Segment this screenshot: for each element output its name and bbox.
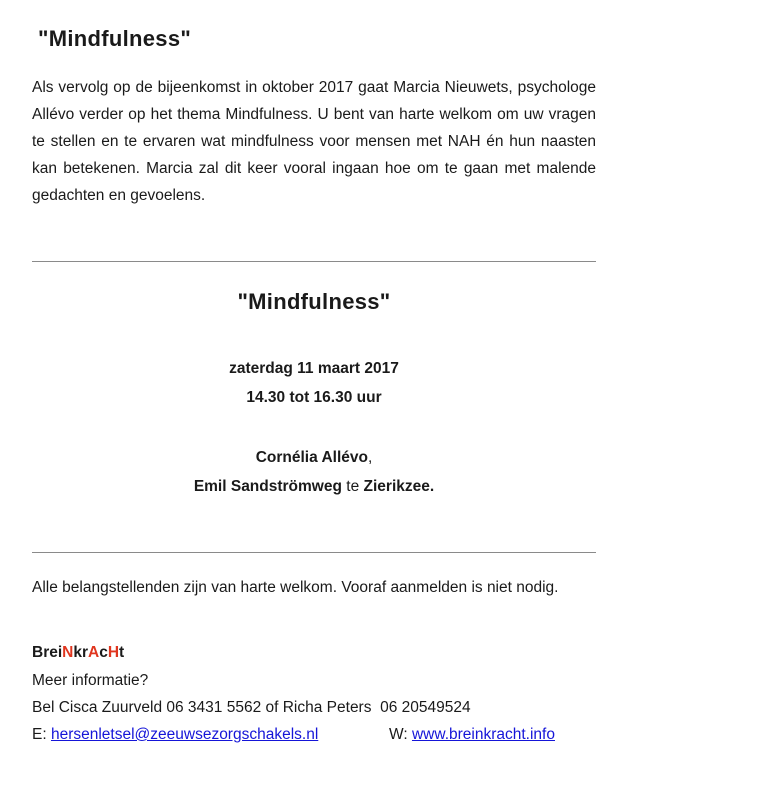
web-prefix: W: bbox=[389, 726, 412, 743]
breinkracht-logo bbox=[32, 644, 124, 662]
logo-part: N bbox=[62, 644, 74, 661]
logo-part: kr bbox=[73, 644, 89, 661]
logo-part: A bbox=[88, 644, 100, 661]
event-address bbox=[32, 478, 596, 496]
address-te: te bbox=[341, 478, 364, 495]
event-time: 14.30 tot 16.30 uur bbox=[246, 389, 382, 406]
intro-paragraph: Als vervolg op de bijeenkomst in oktober 2017 gaat Marcia Nieuwets, psychologe Allévo verder op het thema Mindfulness. U bent van harte welkom om uw vragen te stellen en te ervaren wat mindfulness voor mensen met NAH én hun naasten kan betekenen. Marcia zal dit keer vooral ingaan hoe om te gaan met malende gedachten en gevoelens. bbox=[32, 79, 596, 204]
logo-part: Brei bbox=[32, 644, 63, 661]
event-date: zaterdag 11 maart 2017 bbox=[229, 360, 399, 377]
event-venue bbox=[32, 449, 596, 467]
venue-name: Cornélia Allévo bbox=[255, 449, 368, 466]
street-name: Emil Sandströmweg bbox=[193, 478, 342, 495]
phone-line: Bel Cisca Zuurveld 06 3431 5562 of Richa Peters 06 20549524 bbox=[32, 699, 471, 716]
city-name: Zierikzee. bbox=[363, 478, 435, 495]
logo-part: t bbox=[119, 644, 125, 661]
divider-bottom bbox=[32, 552, 596, 553]
divider-top bbox=[32, 261, 596, 262]
logo-part: H bbox=[107, 644, 120, 661]
email-line bbox=[32, 726, 318, 744]
event-title: "Mindfulness" bbox=[237, 289, 391, 314]
welcome-text: Alle belangstellenden zijn van harte welkom. Vooraf aanmelden is niet nodig. bbox=[32, 579, 559, 596]
page-title: "Mindfulness" bbox=[38, 26, 192, 51]
venue-comma: , bbox=[367, 449, 373, 466]
website-link[interactable]: www.breinkracht.info bbox=[411, 726, 555, 743]
info-question: Meer informatie? bbox=[32, 672, 149, 689]
logo-part: c bbox=[99, 644, 108, 661]
email-link[interactable]: hersenletsel@zeeuwsezorgschakels.nl bbox=[50, 726, 319, 743]
email-prefix: E: bbox=[32, 726, 51, 743]
website-line bbox=[389, 726, 555, 744]
